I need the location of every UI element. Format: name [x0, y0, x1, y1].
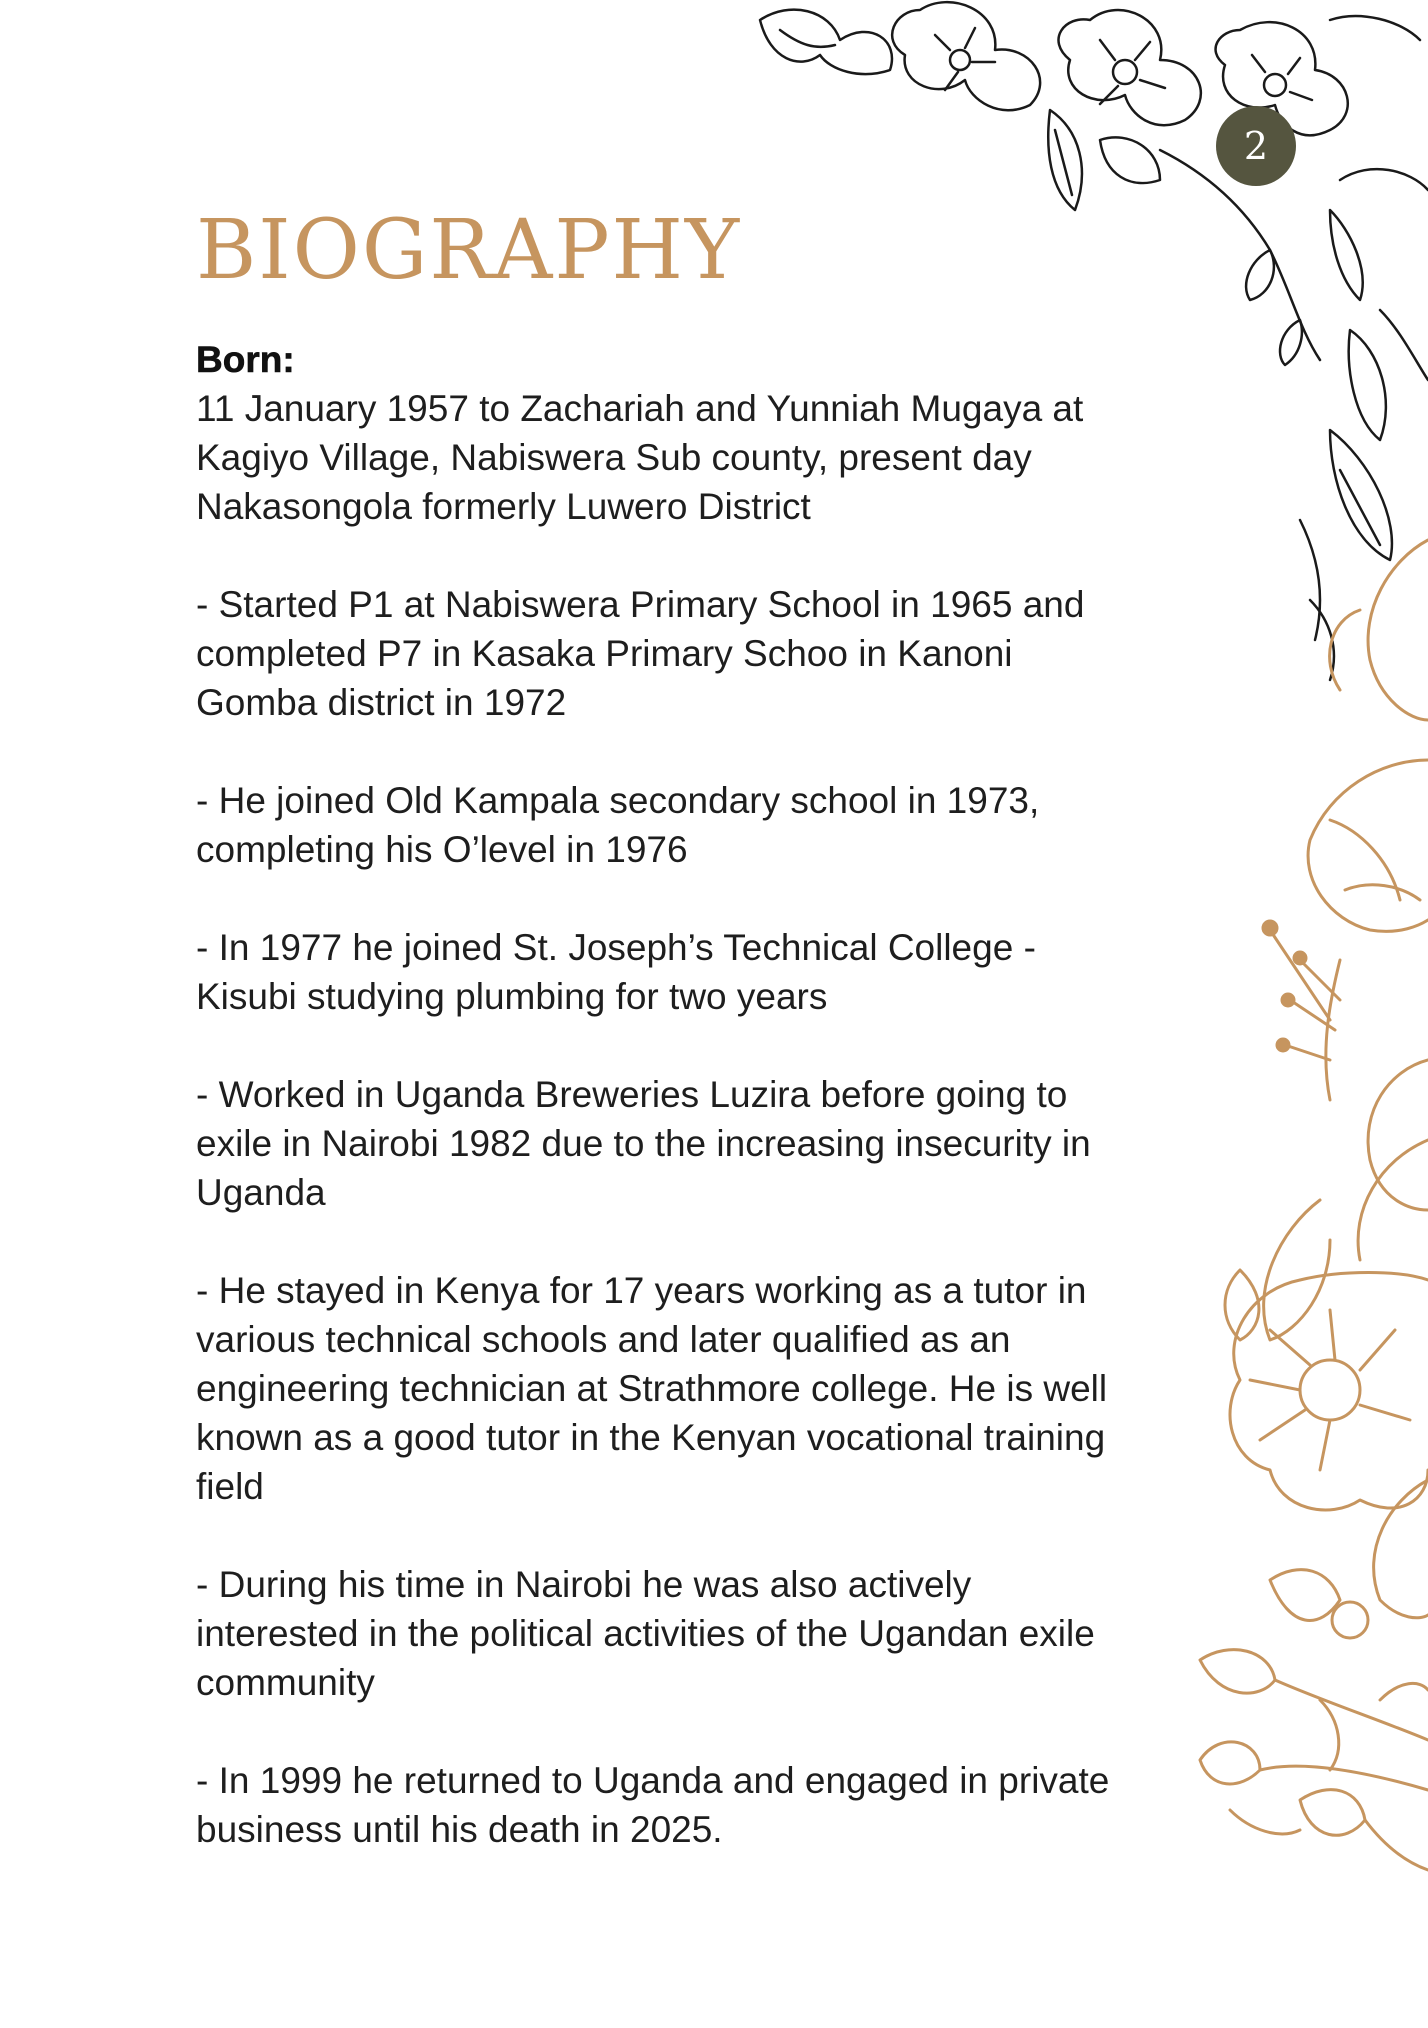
biography-paragraph: - In 1999 he returned to Uganda and engaged in private business until his death in 2025. [196, 1760, 1110, 1850]
biography-paragraph: - He joined Old Kampala secondary school in 1973, completing his O’level in 1976 [196, 780, 1040, 870]
born-label: Born: [196, 339, 295, 380]
born-details: 11 January 1957 to Zachariah and Yunniah Mugaya at Kagiyo Village, Nabiswera Sub county, present day Nakasongola formerly Luwero District [196, 388, 1084, 527]
biography-paragraph: - During his time in Nairobi he was also actively interested in the political activities of the Ugandan exile community [196, 1564, 1095, 1703]
biography-paragraph: - Worked in Uganda Breweries Luzira before going to exile in Nairobi 1982 due to the increasing insecurity in Uganda [196, 1074, 1091, 1213]
page-number-badge: 2 [1216, 106, 1296, 186]
biography-paragraph: - Started P1 at Nabiswera Primary School in 1965 and completed P7 in Kasaka Primary Schoo in Kanoni Gomba district in 1972 [196, 584, 1085, 723]
biography-paragraph: - In 1977 he joined St. Joseph’s Technical College - Kisubi studying plumbing for two years [196, 927, 1036, 1017]
page-title: BIOGRAPHY [196, 203, 742, 298]
biography-content [196, 336, 1236, 1903]
biography-paragraph: - He stayed in Kenya for 17 years working as a tutor in various technical schools and later qualified as an engineering technician at Strathmore college. He is well known as a good tutor in the Kenyan vocational training field [196, 1270, 1108, 1507]
